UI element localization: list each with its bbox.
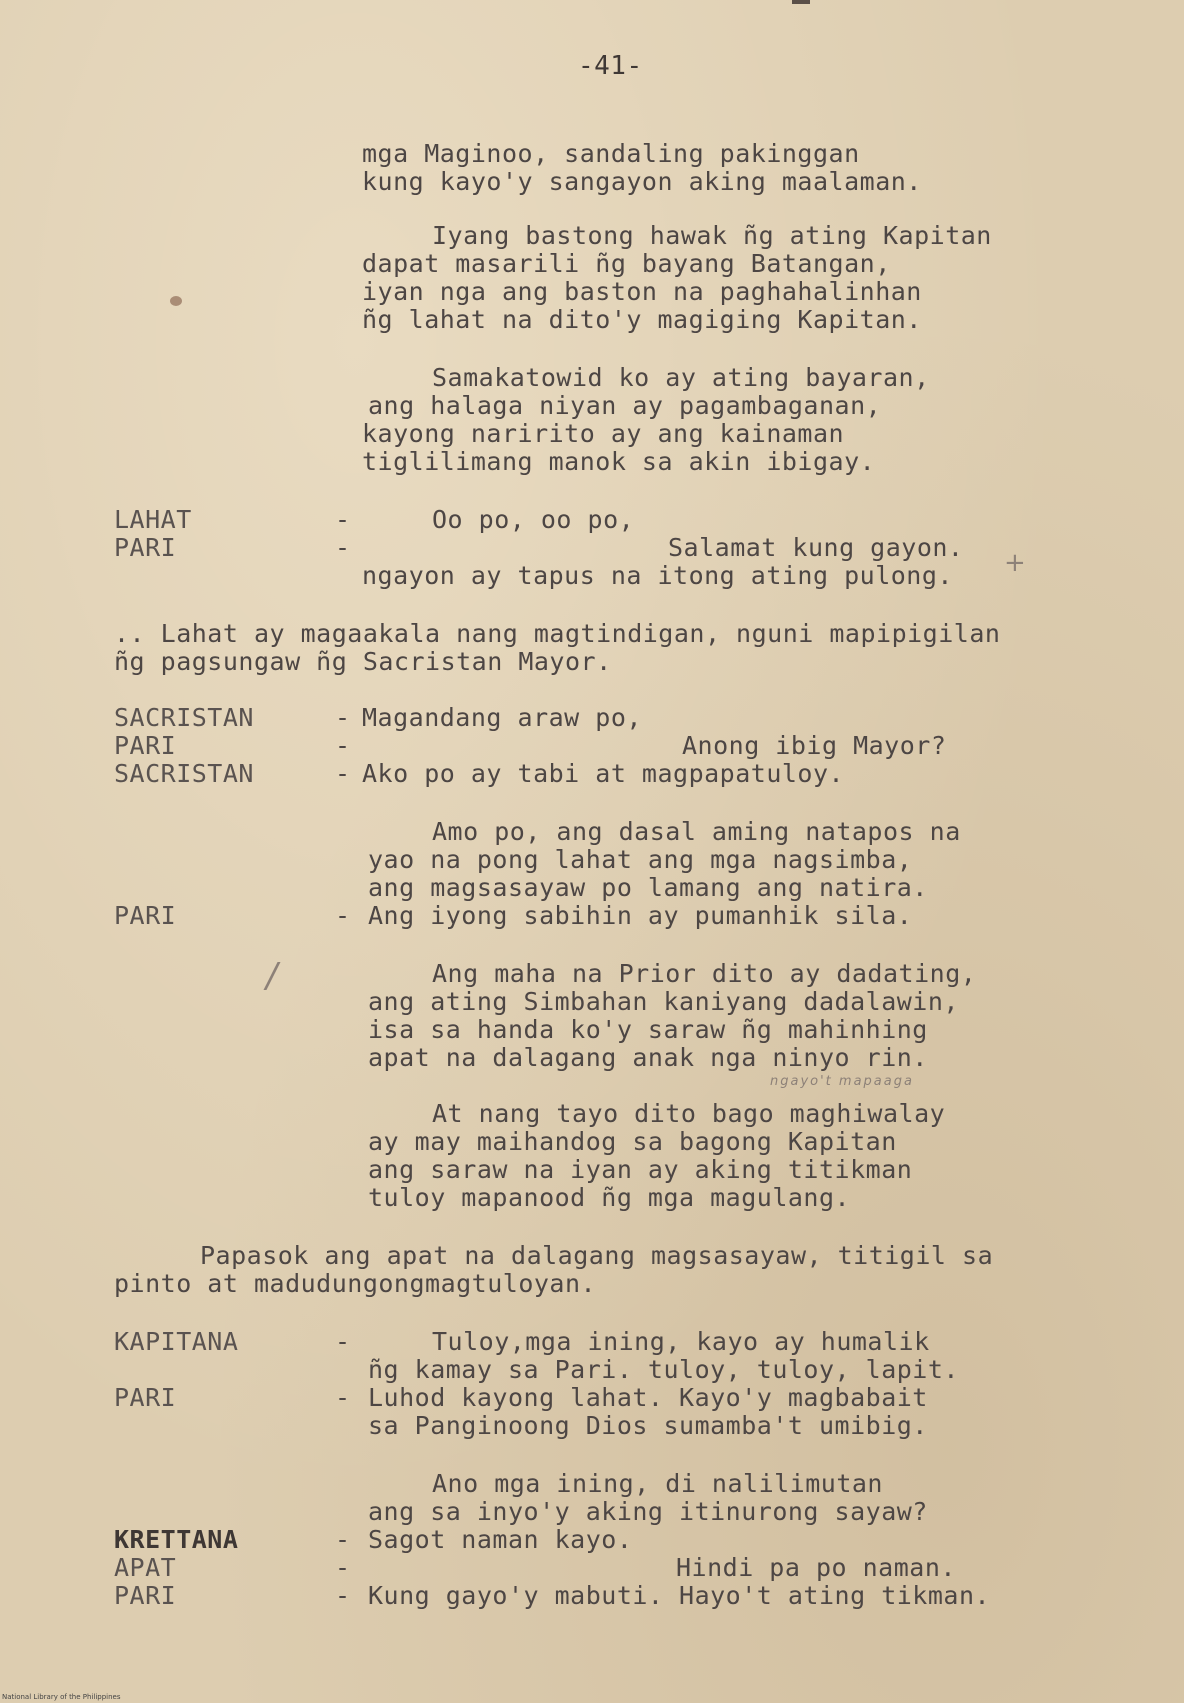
dialogue-line: Oo po, oo po, (432, 505, 635, 534)
ink-mark (792, 0, 810, 4)
verse-line: ay may maihandog sa bagong Kapitan (368, 1127, 897, 1156)
verse-line: Amo po, ang dasal aming natapos na (432, 817, 961, 846)
pencil-mark: + (1004, 548, 1026, 578)
speaker-label: SACRISTAN (114, 703, 254, 732)
dash: - (335, 901, 351, 930)
speaker-label: PARI (114, 901, 177, 930)
verse-line: tuloy mapanood ñg mga magulang. (368, 1183, 851, 1212)
verse-line: apat na dalagang anak nga ninyo rin. (368, 1043, 928, 1072)
verse-line: isa sa handa ko'y saraw ñg mahinhing (368, 1015, 928, 1044)
verse-line: Ano mga ining, di nalilimutan (432, 1469, 883, 1498)
dash: - (335, 1553, 351, 1582)
verse-line: ñg lahat na dito'y magiging Kapitan. (362, 305, 922, 334)
pencil-mark: / (266, 956, 278, 996)
dash: - (335, 1581, 351, 1610)
dialogue-line: ñg kamay sa Pari. tuloy, tuloy, lapit. (368, 1355, 959, 1384)
verse-line: Iyang bastong hawak ñg ating Kapitan (432, 221, 992, 250)
dialogue-line: Magandang araw po, (362, 703, 642, 732)
verse-line: Samakatowid ko ay ating bayaran, (432, 363, 930, 392)
speaker-label: PARI (114, 533, 177, 562)
stage-direction: pinto at madudungongmagtuloyan. (114, 1269, 597, 1298)
dialogue-line: Kung gayo'y mabuti. Hayo't ating tikman. (368, 1581, 991, 1610)
speaker-label: LAHAT (114, 505, 192, 534)
dash: - (335, 505, 351, 534)
speaker-label: PARI (114, 731, 177, 760)
verse-line: tiglilimang manok sa akin ibigay. (362, 447, 876, 476)
dash: - (335, 533, 351, 562)
verse-line: ang saraw na iyan ay aking titikman (368, 1155, 913, 1184)
dash: - (335, 703, 351, 732)
page-number: -41- (578, 51, 643, 81)
speaker-label: KRETTANA (114, 1525, 239, 1554)
stage-direction: ñg pagsungaw ñg Sacristan Mayor. (114, 647, 612, 676)
dash: - (335, 1383, 351, 1412)
verse-line: iyan nga ang baston na paghahalinhan (362, 277, 922, 306)
dash: - (335, 1327, 351, 1356)
verse-line: ang ating Simbahan kaniyang dadalawin, (368, 987, 959, 1016)
dialogue-line: Hindi pa po naman. (676, 1553, 956, 1582)
dialogue-line: ngayon ay tapus na itong ating pulong. (362, 561, 953, 590)
dialogue-line: Tuloy,mga ining, kayo ay humalik (432, 1327, 930, 1356)
verse-line: ang halaga niyan ay pagambaganan, (368, 391, 882, 420)
dash: - (335, 1525, 351, 1554)
dialogue-line: Anong ibig Mayor? (682, 731, 947, 760)
verse-line: yao na pong lahat ang mga nagsimba, (368, 845, 913, 874)
verse-line: mga Maginoo, sandaling pakinggan (362, 139, 860, 168)
speaker-label: KAPITANA (114, 1327, 239, 1356)
dialogue-line: sa Panginoong Dios sumamba't umibig. (368, 1411, 928, 1440)
pencil-note: ngayo't mapaaga (770, 1074, 914, 1089)
ink-stain (170, 296, 182, 306)
stage-direction: Papasok ang apat na dalagang magsasayaw, titigil sa (200, 1241, 994, 1270)
dialogue-line: Salamat kung gayon. (668, 533, 964, 562)
speaker-label: PARI (114, 1581, 177, 1610)
dialogue-line: Sagot naman kayo. (368, 1525, 633, 1554)
stage-direction: .. Lahat ay magaakala nang magtindigan, nguni mapipigilan (114, 619, 1001, 648)
dash: - (335, 759, 351, 788)
dialogue-line: Ang iyong sabihin ay pumanhik sila. (368, 901, 913, 930)
verse-line: Ang maha na Prior dito ay dadating, (432, 959, 977, 988)
verse-line: dapat masarili ñg bayang Batangan, (362, 249, 891, 278)
dialogue-line: Luhod kayong lahat. Kayo'y magbabait (368, 1383, 928, 1412)
speaker-label: SACRISTAN (114, 759, 254, 788)
verse-line: ang sa inyo'y aking itinurong sayaw? (368, 1497, 928, 1526)
dash: - (335, 731, 351, 760)
speaker-label: APAT (114, 1553, 177, 1582)
verse-line: At nang tayo dito bago maghiwalay (432, 1099, 946, 1128)
speaker-label: PARI (114, 1383, 177, 1412)
verse-line: kayong naririto ay ang kainaman (362, 419, 845, 448)
dialogue-line: Ako po ay tabi at magpapatuloy. (362, 759, 845, 788)
verse-line: ang magsasayaw po lamang ang natira. (368, 873, 928, 902)
verse-line: kung kayo'y sangayon aking maalaman. (362, 167, 922, 196)
footer-credit: National Library of the Philippines (2, 1693, 121, 1701)
